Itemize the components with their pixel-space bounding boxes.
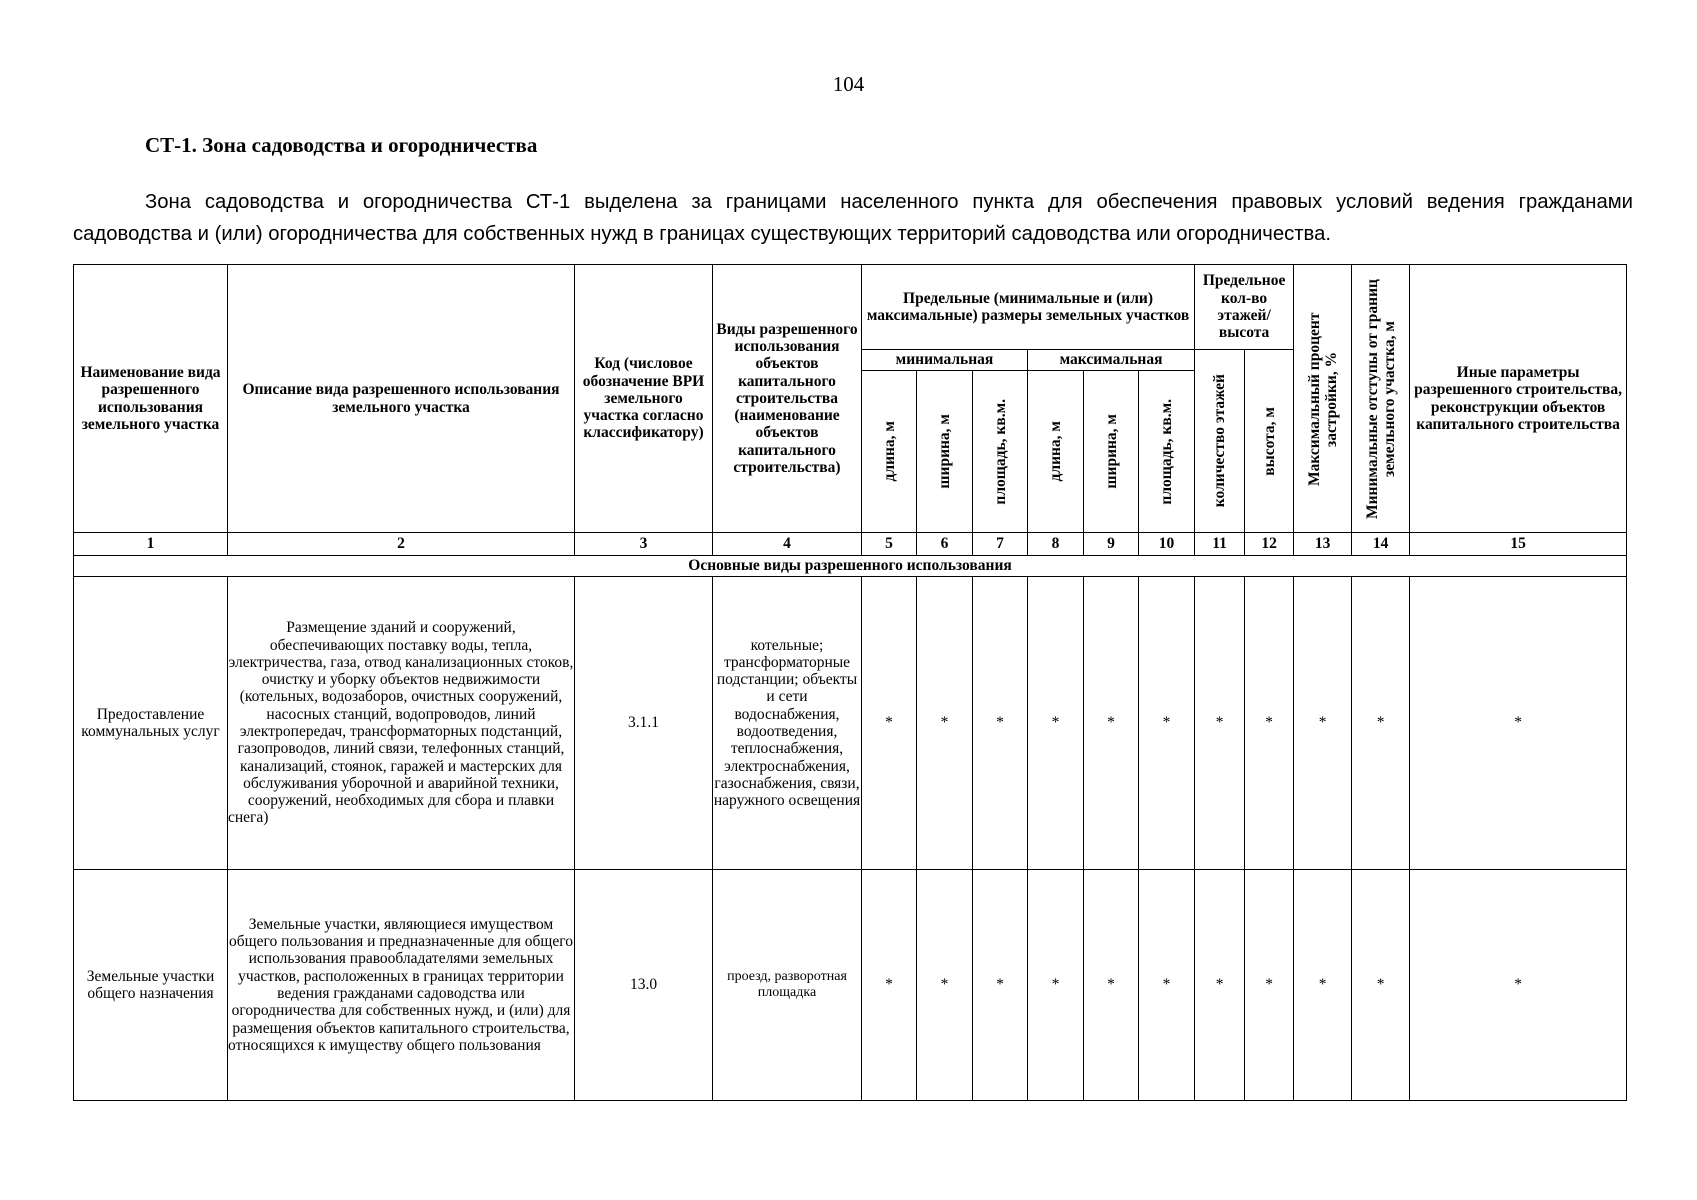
- page-number: 104: [832, 72, 865, 96]
- header-minimal: минимальная: [862, 350, 1028, 371]
- intro-paragraph: Зона садоводства и огородничества СТ-1 выделена за границами населенного пункта для обеспечения правовых условий ведения гражданами садоводства и (или) огородничества для собственных нужд в границах существующих территорий садоводства или огородничества.: [73, 191, 1633, 245]
- header-max-length: длина, м: [1028, 371, 1084, 533]
- column-number: 7: [973, 533, 1028, 556]
- row-value: *: [973, 870, 1028, 1101]
- row-value: *: [1139, 870, 1195, 1101]
- column-number: 11: [1195, 533, 1245, 556]
- row-value: *: [1352, 577, 1410, 870]
- row-value: *: [1410, 870, 1627, 1101]
- row-value: *: [1139, 577, 1195, 870]
- header-code: Код (числовое обозначение ВРИ земельного участка согласно классификатору): [575, 265, 713, 533]
- column-number: 12: [1245, 533, 1294, 556]
- row-name: Предоставление коммунальных услуг: [74, 577, 228, 870]
- row-value: *: [1028, 577, 1084, 870]
- header-kinds: Виды разрешенного использования объектов капитального строительства (наименование объектов капитального строительства): [713, 265, 862, 533]
- section-title: Основные виды разрешенного использования: [74, 556, 1627, 577]
- column-number-row: [74, 533, 1627, 556]
- row-kinds: котельные; трансформаторные подстанции; объекты и сети водоснабжения, водоотведения, теплоснабжения, электроснабжения, газоснабжения, связи, наружного освещения: [713, 577, 862, 870]
- row-value: *: [1195, 577, 1245, 870]
- row-value: *: [1084, 870, 1139, 1101]
- column-number: 4: [713, 533, 862, 556]
- row-value: *: [1028, 870, 1084, 1101]
- header-name: Наименование вида разрешенного использования земельного участка: [74, 265, 228, 533]
- header-floors-group: Предельное кол-во этажей/ высота: [1195, 265, 1294, 350]
- column-number: 15: [1410, 533, 1627, 556]
- header-setbacks: Минимальные отступы от границ земельного участка, м: [1352, 265, 1410, 533]
- row-value: *: [1084, 577, 1139, 870]
- row-value: *: [862, 870, 917, 1101]
- row-value: *: [1245, 577, 1294, 870]
- column-number: 1: [74, 533, 228, 556]
- header-height: высота, м: [1245, 350, 1294, 533]
- column-number: 2: [228, 533, 575, 556]
- header-min-length: длина, м: [862, 371, 917, 533]
- header-max-width: ширина, м: [1084, 371, 1139, 533]
- row-value: *: [1294, 577, 1352, 870]
- column-number: 6: [917, 533, 973, 556]
- row-value: *: [1294, 870, 1352, 1101]
- column-number: 3: [575, 533, 713, 556]
- regulations-table: [73, 264, 1627, 1101]
- row-value: *: [1352, 870, 1410, 1101]
- row-value: *: [1245, 870, 1294, 1101]
- table-row: [74, 870, 1627, 1101]
- header-other: Иные параметры разрешенного строительства, реконструкции объектов капитального строительства: [1410, 265, 1627, 533]
- column-number: 9: [1084, 533, 1139, 556]
- row-value: *: [973, 577, 1028, 870]
- row-value: *: [917, 577, 973, 870]
- column-number: 13: [1294, 533, 1352, 556]
- row-description: Размещение зданий и сооружений, обеспечивающих поставку воды, тепла, электричества, газа, отвод канализационных стоков, очистку и уборку объектов недвижимости (котельных, водозаборов, очистных сооружений, насосных станций, водопроводов, линий электропередач, трансформаторных подстанций, газопроводов, линий связи, телефонных станций, канализаций, стоянок, гаражей и мастерских для обслуживания уборочной и аварийной техники, сооружений, необходимых для сбора и плавки снега): [228, 577, 575, 870]
- row-value: *: [1410, 577, 1627, 870]
- row-name: Земельные участки общего назначения: [74, 870, 228, 1101]
- header-floors: количество этажей: [1195, 350, 1245, 533]
- row-description: Земельные участки, являющиеся имуществом общего пользования и предназначенные для общего использования правообладателями земельных участков, расположенных в границах территории ведения гражданами садоводства или огородничества для собственных нужд, и (или) для размещения объектов капитального строительства, относящихся к имуществу общего пользования: [228, 870, 575, 1101]
- zone-title: СТ-1. Зона садоводства и огородничества: [145, 133, 538, 157]
- table-row: [74, 577, 1627, 870]
- row-value: *: [917, 870, 973, 1101]
- header-description: Описание вида разрешенного использования земельного участка: [228, 265, 575, 533]
- column-number: 10: [1139, 533, 1195, 556]
- row-kinds: проезд, разворотная площадка: [713, 870, 862, 1101]
- header-min-width: ширина, м: [917, 371, 973, 533]
- header-limits: Предельные (минимальные и (или) максимальные) размеры земельных участков: [862, 265, 1195, 350]
- column-number: 8: [1028, 533, 1084, 556]
- column-number: 5: [862, 533, 917, 556]
- row-value: *: [1195, 870, 1245, 1101]
- header-maximal: максимальная: [1028, 350, 1195, 371]
- row-value: *: [862, 577, 917, 870]
- header-max-percent: Максимальный процент застройки, %: [1294, 265, 1352, 533]
- row-code: 3.1.1: [575, 577, 713, 870]
- header-max-area: площадь, кв.м.: [1139, 371, 1195, 533]
- row-code: 13.0: [575, 870, 713, 1101]
- column-number: 14: [1352, 533, 1410, 556]
- header-min-area: площадь, кв.м.: [973, 371, 1028, 533]
